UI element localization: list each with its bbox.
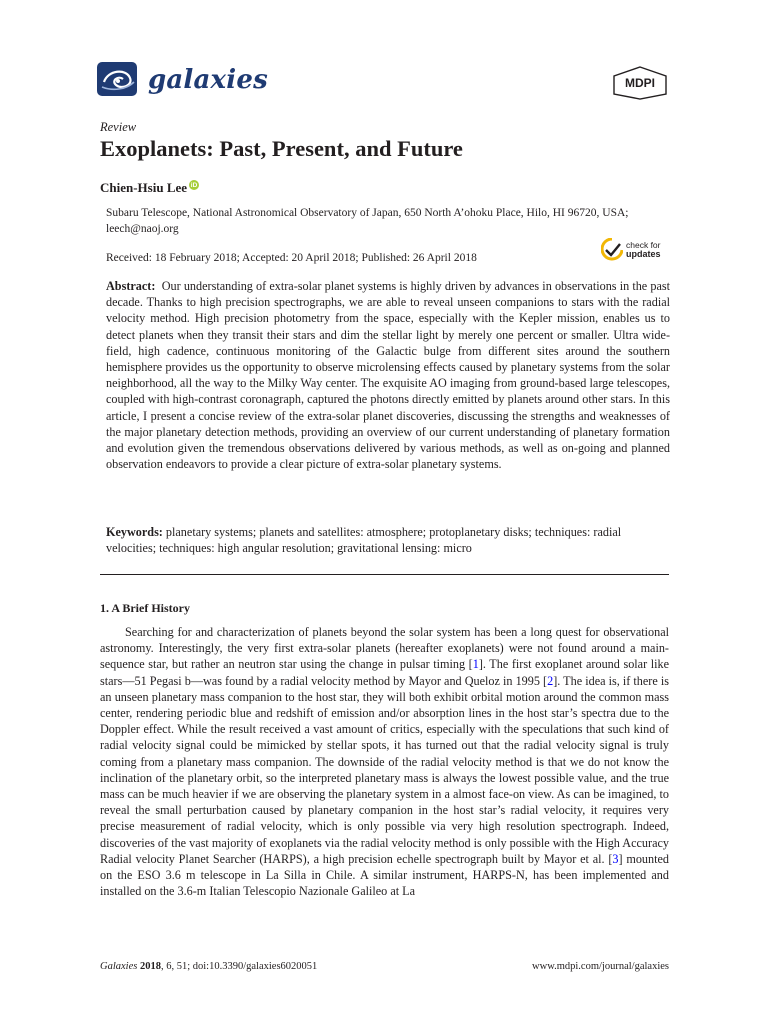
article-dates: Received: 18 February 2018; Accepted: 20 April 2018; Published: 26 April 2018 xyxy=(106,252,477,264)
journal-logo xyxy=(96,60,296,100)
body-text-part-3: ]. The idea is, if there is an unseen planetary mass companion to the host star, they will both exhibit orbital motion around the common mass center, rendering periodic blue and redshift of emission and/or absorption lines in the host star’s spectra due to the Doppler effect. While the result received a vast amount of critics, especially with the speculations that such kind of radial velocity signal could be mimicked by stellar spots, it has turned out that the radial velocity signal is truly coming from a planetary mass companion. The downside of the radial velocity method is that we do not know the inclination of the planetary orbit, so the interpreted planetary mass is always the lowest possible value, and the true mass can be much heavier if we are observing the planetary system in a almost face-on view. As can be imagined, to reveal the small perturbation caused by planetary companion in the host star’s radial velocity, it requires very precise measurement of radial velocity, which is only possible via very high resolution spectrograph. Indeed, discoveries of the vast majority of exoplanets via the radial velocity method is only possible with the High Accuracy Radial velocity Planet Searcher (HARPS), a high precision echelle spectrograph built by Mayor et al. [ xyxy=(100,673,669,866)
article-title: Exoplanets: Past, Present, and Future xyxy=(100,136,463,161)
section-heading: 1. A Brief History xyxy=(100,601,190,615)
citation-link-2[interactable]: 2 xyxy=(547,673,554,688)
footer-doi: , 6, 51; doi:10.3390/galaxies6020051 xyxy=(160,961,318,972)
footer-url[interactable]: www.mdpi.com/journal/galaxies xyxy=(532,961,669,972)
section-body xyxy=(100,624,669,899)
footer-year: 2018 xyxy=(139,961,161,972)
check-for-updates-badge[interactable] xyxy=(601,238,661,262)
publisher-logo xyxy=(612,66,668,105)
abstract xyxy=(106,278,670,472)
body-paragraph xyxy=(100,624,669,899)
galaxy-icon xyxy=(96,60,142,100)
abstract-label: Abstract: xyxy=(106,279,156,293)
check-updates-line2: updates xyxy=(626,249,661,259)
article-type: Review xyxy=(100,120,137,134)
body-text-part-4: ] mounted on the ESO 3.6 m telescope in La Silla in Chile. A similar instrument, HARPS-N, has been implemented and installed on the 3.6-m Italian Telescopio Nazionale Galileo at La xyxy=(100,851,669,899)
footer-citation xyxy=(100,961,317,972)
abstract-text: Our understanding of extra-solar planet systems is highly driven by advances in observations in the past decade. Thanks to high precision spectrographs, we are able to reveal unseen companions to stars with the radial velocity method. High precision photometry from the space, especially with the Kepler mission, enables us to detect planets when they transit their stars and dim the stellar light by merely one percent or smaller. Ultra wide-field, high cadence, continuous monitoring of the Galactic bulge from different sites around the southern hemisphere provides us the opportunity to observe microlensing effects caused by planetary systems from the solar neighborhood, all the way to the Milky Way center. The exquisite AO imaging from ground-based large telescopes, coupled with high-contrast coronagraph, captured the photons directly emitted by planets around other stars. In this article, I present a concise review of the extra-solar planet discoveries, discussing the strengths and weaknesses of the major planetary detection methods, providing an overview of our current understanding of planetary formation and evolution given the tremendous observations delivered by various methods, as well as on-going and planned observation endeavors to provide a clear picture of extra-solar planetary systems. xyxy=(106,279,671,472)
citation-link-1[interactable]: 1 xyxy=(472,657,479,672)
publisher-name: MDPI xyxy=(625,76,655,90)
journal-name: galaxies xyxy=(148,65,268,95)
affiliation: Subaru Telescope, National Astronomical Observatory of Japan, 650 North A’ohoku Place, Hilo, HI 96720, USA; leech@naoj.org xyxy=(106,207,629,235)
orcid-icon[interactable]: iD xyxy=(190,181,198,189)
section-divider xyxy=(100,574,669,575)
keywords-text: planetary systems; planets and satellites: atmosphere; protoplanetary disks; techniques: radial velocities; techniques: high angular resolution; gravitational lensing: micro xyxy=(106,525,622,556)
keywords xyxy=(106,524,670,556)
check-updates-line1: check for xyxy=(626,240,661,250)
author-name: Chien-Hsiu Lee xyxy=(100,180,188,195)
body-text-part-2: ]. The first exoplanet around solar like stars—51 Pegasi b—was found by a radial velocity method by Mayor and Queloz in 1995 [ xyxy=(100,657,670,688)
author-line xyxy=(100,180,199,196)
body-text-part-1: Searching for and characterization of planets beyond the solar system has been a long quest for observational astronomy. Interestingly, the very first extra-solar planets (hereafter exoplanets) were not found around a main-sequence star, but rather an neutron star using the change in pulsar timing [ xyxy=(100,625,669,672)
keywords-label: Keywords: xyxy=(106,525,163,539)
citation-link-3[interactable]: 3 xyxy=(612,851,619,866)
footer-journal: Galaxies xyxy=(100,961,138,972)
check-updates-icon xyxy=(601,238,623,262)
